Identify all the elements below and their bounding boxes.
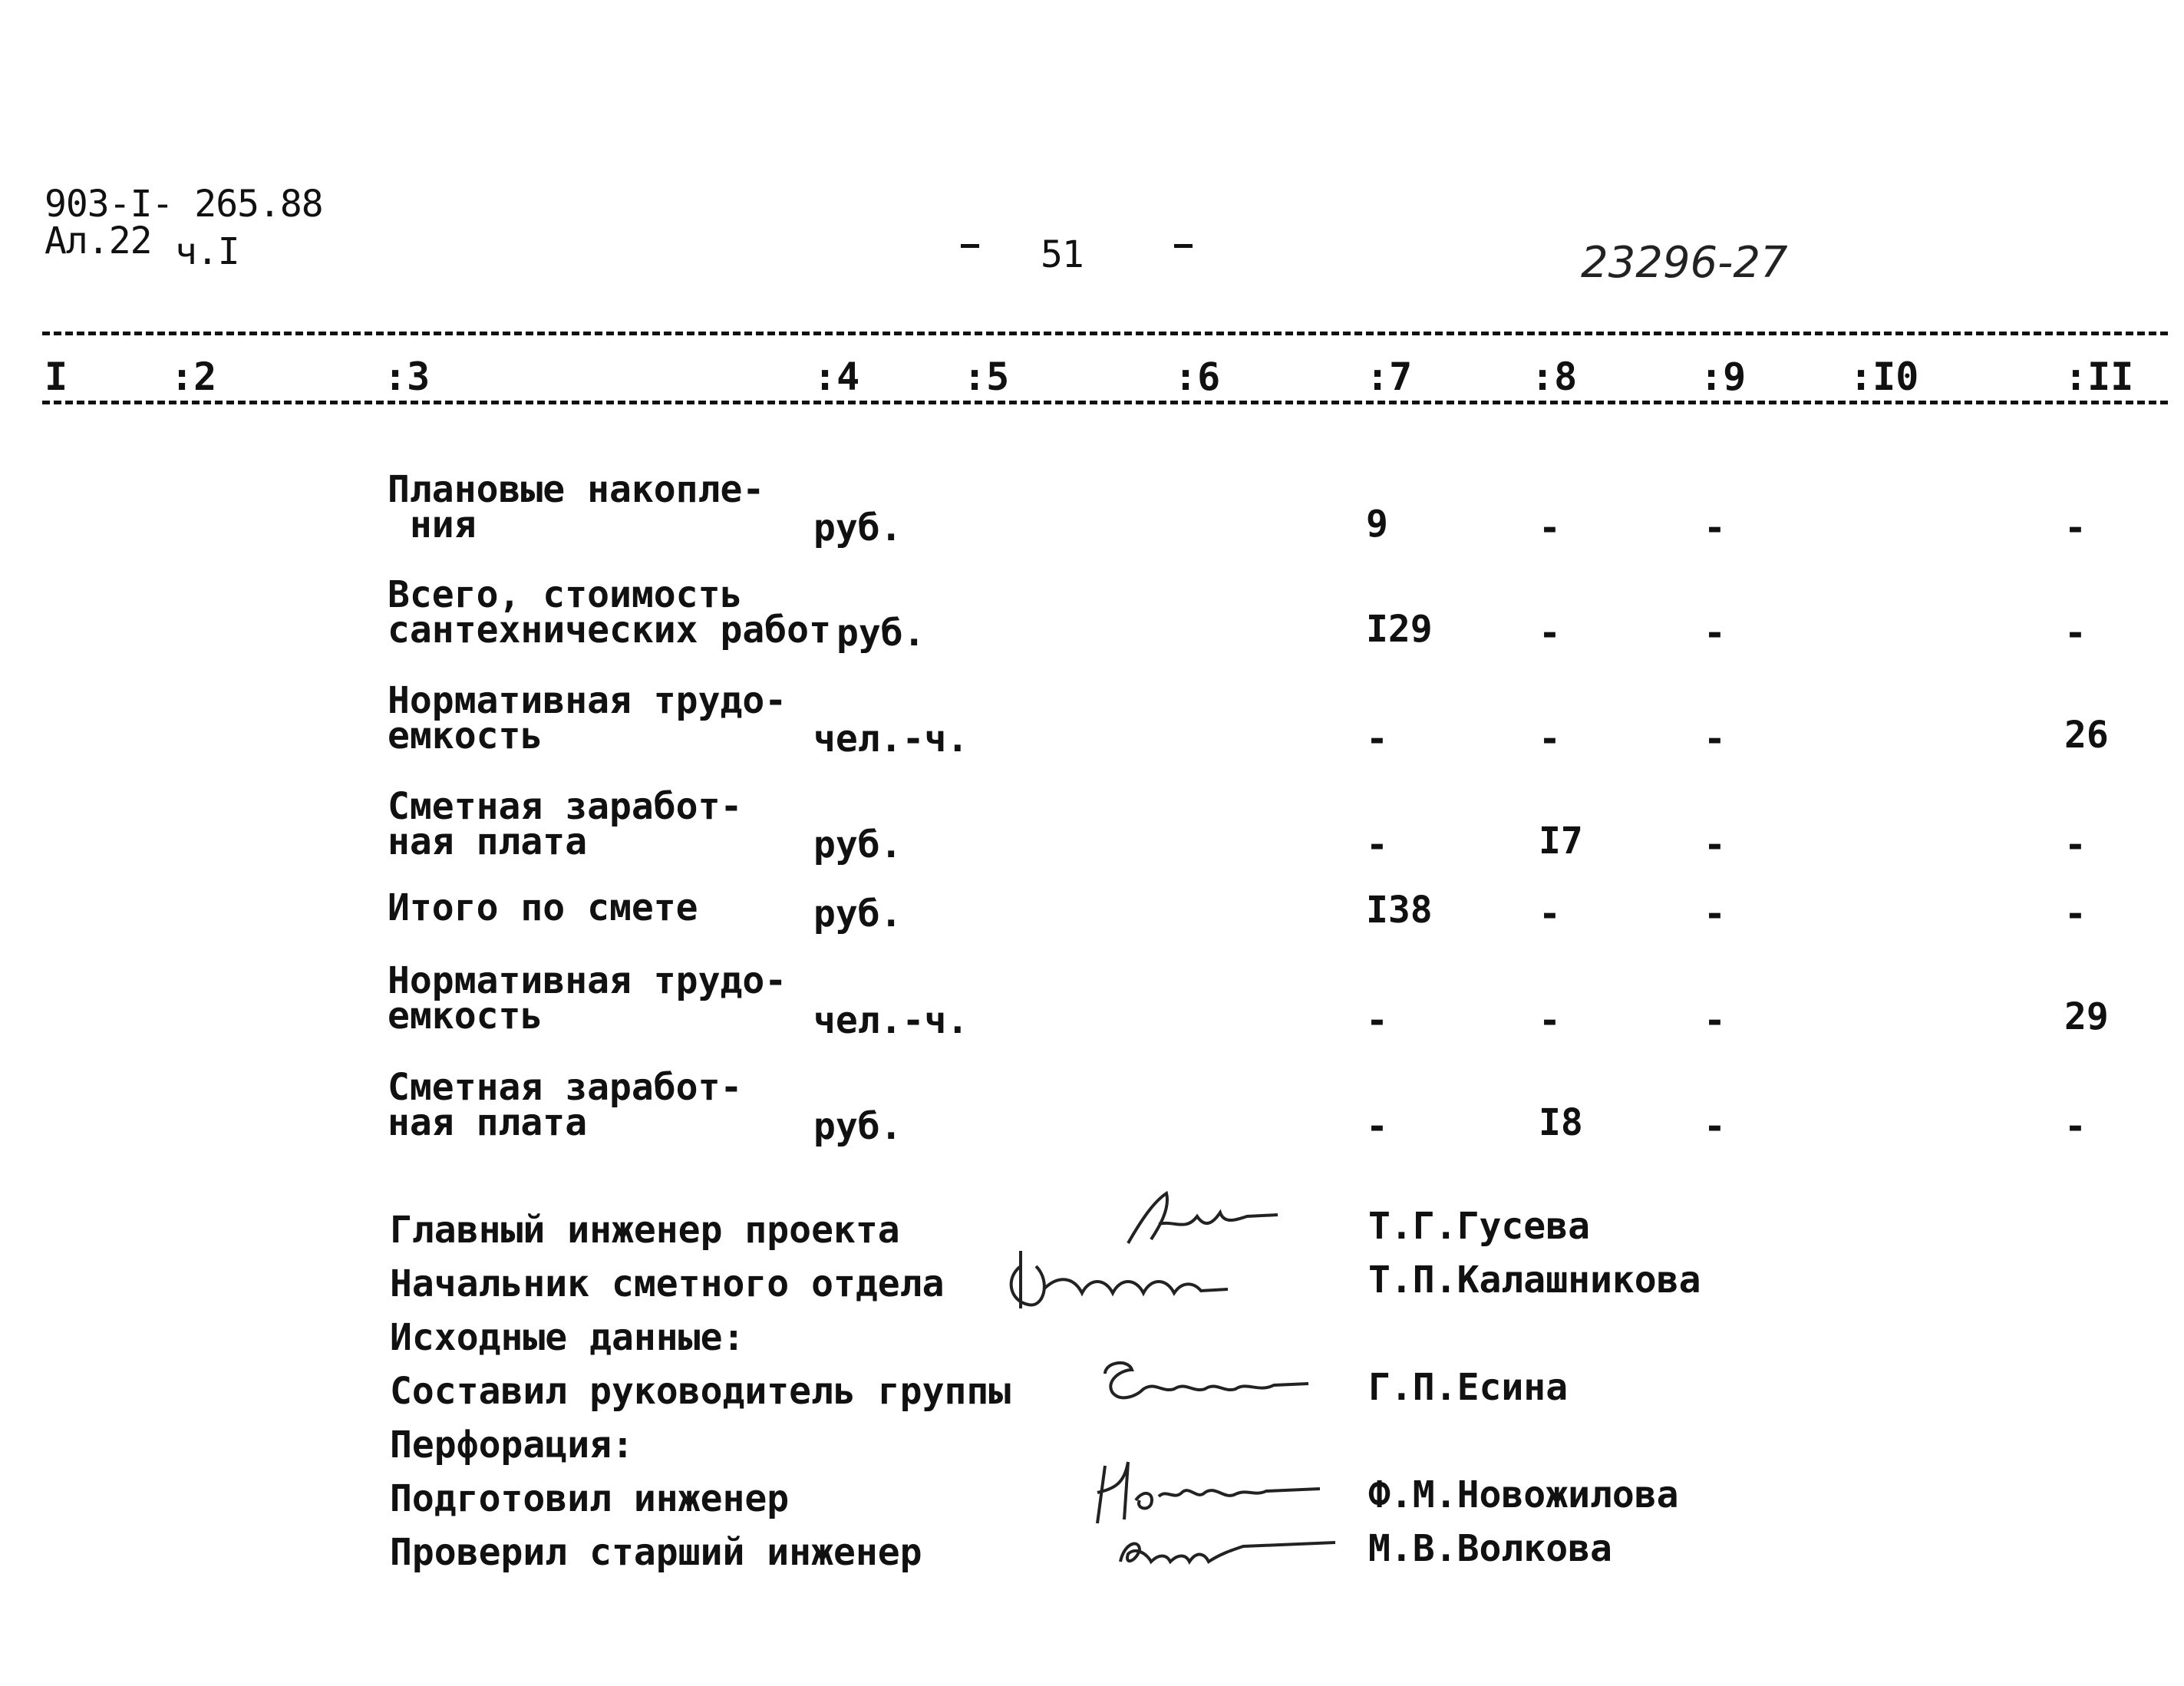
row-name-line-1: Нормативная трудо- bbox=[388, 679, 787, 722]
cell-col11: 26 bbox=[2064, 714, 2109, 757]
row-name bbox=[388, 679, 787, 757]
column-number: :6 bbox=[1174, 355, 1221, 399]
cell-col8: - bbox=[1539, 892, 1561, 935]
column-number: :I0 bbox=[1849, 355, 1919, 399]
page-number-dash-left bbox=[961, 244, 979, 248]
column-number: :2 bbox=[170, 355, 217, 399]
cell-col9: - bbox=[1704, 612, 1726, 655]
column-number: :II bbox=[2064, 355, 2134, 399]
cell-col8: I8 bbox=[1539, 1101, 1583, 1144]
cell-col9: - bbox=[1704, 506, 1726, 549]
column-number: :5 bbox=[963, 355, 1010, 399]
row-unit: руб. bbox=[813, 1105, 902, 1148]
column-number: :7 bbox=[1366, 355, 1413, 399]
row-unit: чел.-ч. bbox=[813, 999, 969, 1042]
signatory-name: Ф.М.Новожилова bbox=[1368, 1473, 1679, 1516]
signatory-title: Главный инженер проекта bbox=[390, 1209, 900, 1252]
signature-esina bbox=[1090, 1347, 1320, 1412]
cell-col7: I29 bbox=[1366, 608, 1433, 651]
row-unit: руб. bbox=[813, 823, 902, 866]
row-name bbox=[388, 468, 765, 546]
cell-col11: - bbox=[2064, 612, 2087, 655]
signature-kalashnikova bbox=[998, 1236, 1243, 1320]
section-label: Исходные данные: bbox=[390, 1316, 745, 1359]
row-unit: чел.-ч. bbox=[813, 718, 969, 761]
page-number: 51 bbox=[1041, 233, 1084, 276]
column-number: :3 bbox=[384, 355, 431, 399]
column-number: :8 bbox=[1531, 355, 1578, 399]
row-unit: руб. bbox=[813, 892, 902, 935]
column-number: I bbox=[45, 355, 68, 399]
cell-col11: - bbox=[2064, 1105, 2087, 1148]
signatory-title: Начальник сметного отдела bbox=[390, 1262, 945, 1305]
row-name bbox=[388, 1066, 743, 1144]
row-name bbox=[388, 959, 787, 1038]
cell-col8: - bbox=[1539, 612, 1561, 655]
column-number: :9 bbox=[1700, 355, 1747, 399]
cell-col9: - bbox=[1704, 892, 1726, 935]
row-name-line-2: сантехнических работ bbox=[388, 609, 831, 652]
section-label: Перфорация: bbox=[390, 1424, 634, 1467]
row-name bbox=[388, 785, 743, 863]
cell-col11: 29 bbox=[2064, 995, 2109, 1038]
signatory-name: Г.П.Есина bbox=[1368, 1366, 1569, 1409]
row-name-line-1: Плановые накопле- bbox=[388, 468, 765, 511]
row-name-line-2: ния bbox=[388, 503, 477, 546]
inventory-number: 23296-27 bbox=[1581, 238, 1788, 288]
row-name-line-1: Нормативная трудо- bbox=[388, 959, 787, 1002]
cell-col7: - bbox=[1366, 999, 1388, 1042]
signatory-title: Подготовил инженер bbox=[390, 1477, 790, 1520]
signatory-name: М.В.Волкова bbox=[1368, 1527, 1612, 1570]
signatory-name: Т.Г.Гусева bbox=[1368, 1205, 1590, 1248]
cell-col9: - bbox=[1704, 823, 1726, 866]
row-name-line-2: емкость bbox=[388, 995, 543, 1038]
row-name-line-1: Всего, стоимость bbox=[388, 573, 743, 616]
cell-col7: 9 bbox=[1366, 503, 1388, 546]
cell-col11: - bbox=[2064, 823, 2087, 866]
cell-col11: - bbox=[2064, 506, 2087, 549]
row-unit: руб. bbox=[813, 506, 902, 549]
cell-col7: I38 bbox=[1366, 889, 1433, 932]
cell-col9: - bbox=[1704, 718, 1726, 761]
row-name-line-1: Сметная заработ- bbox=[388, 785, 743, 828]
row-name-line-2: ная плата bbox=[388, 1101, 588, 1144]
album-number: Ал.22 bbox=[45, 219, 152, 262]
row-name-line-2: емкость bbox=[388, 714, 543, 757]
cell-col7: - bbox=[1366, 1105, 1388, 1148]
signatory-title: Проверил старший инженер bbox=[390, 1531, 922, 1574]
cell-col8: - bbox=[1539, 506, 1561, 549]
row-name bbox=[388, 573, 831, 652]
signatory-name: Т.П.Калашникова bbox=[1368, 1259, 1701, 1302]
row-unit: руб. bbox=[836, 612, 925, 655]
cell-col9: - bbox=[1704, 999, 1726, 1042]
cell-col7: - bbox=[1366, 823, 1388, 866]
document-code: 903-I- 265.88 bbox=[45, 183, 323, 226]
row-name bbox=[388, 886, 698, 929]
column-number: :4 bbox=[813, 355, 860, 399]
row-name-line-1: Сметная заработ- bbox=[388, 1066, 743, 1109]
signature-volkova bbox=[1105, 1519, 1351, 1581]
header-bottom-rule bbox=[42, 401, 2168, 404]
cell-col11: - bbox=[2064, 892, 2087, 935]
cell-col8: - bbox=[1539, 999, 1561, 1042]
row-name-line-1: Итого по смете bbox=[388, 886, 698, 929]
header-top-rule bbox=[42, 332, 2168, 335]
page-number-dash-right bbox=[1174, 244, 1193, 248]
signatory-title: Составил руководитель группы bbox=[390, 1370, 1011, 1413]
cell-col8: I7 bbox=[1539, 820, 1583, 863]
cell-col7: - bbox=[1366, 718, 1388, 761]
part-number: ч.I bbox=[175, 230, 239, 273]
cell-col8: - bbox=[1539, 718, 1561, 761]
cell-col9: - bbox=[1704, 1105, 1726, 1148]
row-name-line-2: ная плата bbox=[388, 820, 588, 863]
